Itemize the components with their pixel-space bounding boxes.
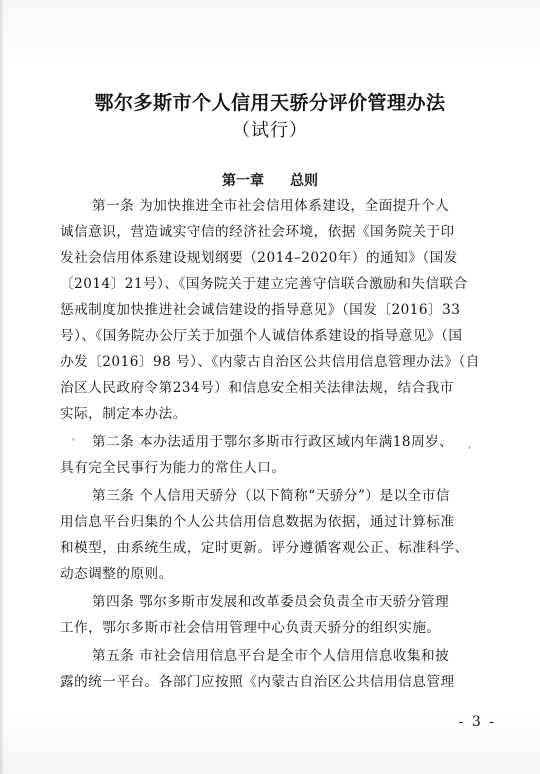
page-number: - 3 - bbox=[458, 714, 496, 730]
text-line: 发社会信用体系建设规划纲要（2014–2020年）的通知》（国发 bbox=[60, 250, 458, 266]
text-line: 办发〔2016〕98 号）、《内蒙古自治区公共信用信息管理办法》（自 bbox=[60, 354, 480, 370]
chapter-name: 总则 bbox=[290, 173, 318, 189]
scan-speck bbox=[72, 438, 75, 441]
text-line: 第五条 市社会信用信息平台是全市个人信用信息收集和披 bbox=[92, 648, 450, 664]
text-line: 露的统一平台。各部门应按照《内蒙古自治区公共信用信息管理 bbox=[60, 674, 455, 690]
document-title: 鄂尔多斯市个人信用天骄分评价管理办法 bbox=[94, 92, 446, 114]
text-line: 〔2014〕21号）、《国务院关于建立完善守信联合激励和失信联合 bbox=[60, 276, 468, 292]
text-line: 治区人民政府令第234号）和信息安全相关法律法规，结合我市 bbox=[60, 380, 454, 396]
text-line: 第三条 个人信用天骄分（以下简称“天骄分”）是以全市信 bbox=[92, 488, 450, 504]
document-subtitle: （试行） bbox=[232, 120, 308, 141]
text-line: 第四条 鄂尔多斯市发展和改革委员会负责全市天骄分管理 bbox=[92, 594, 450, 610]
text-line: 动态调整的原则。 bbox=[60, 566, 173, 582]
text-line: 和模型，由系统生成，定时更新。评分遵循客观公正、标准科学、 bbox=[60, 540, 469, 556]
text-line: 实际，制定本办法。 bbox=[60, 406, 187, 422]
text-line: 用信息平台归集的个人公共信用信息数据为依据，通过计算标准 bbox=[60, 514, 455, 530]
scan-speck bbox=[468, 446, 471, 449]
text-line: 第一条 为加快推进全市社会信用体系建设，全面提升个人 bbox=[92, 198, 450, 214]
text-line: 惩戒制度加快推进社会诚信建设的指导意见》（国发〔2016〕33 bbox=[60, 302, 461, 318]
chapter-heading bbox=[0, 170, 540, 190]
chapter-number: 第一章 bbox=[222, 173, 264, 189]
text-line: 诚信意识，营造诚实守信的经济社会环境，依据《国务院关于印 bbox=[60, 224, 455, 240]
text-line: 具有完全民事行为能力的常住人口。 bbox=[60, 460, 286, 476]
text-line: 号）、《国务院办公厅关于加强个人诚信体系建设的指导意见》（国 bbox=[60, 328, 463, 344]
text-line: 第二条 本办法适用于鄂尔多斯市行政区域内年满18周岁、 bbox=[92, 434, 454, 450]
text-line: 工作，鄂尔多斯市社会信用管理中心负责天骄分的组织实施。 bbox=[60, 620, 441, 636]
